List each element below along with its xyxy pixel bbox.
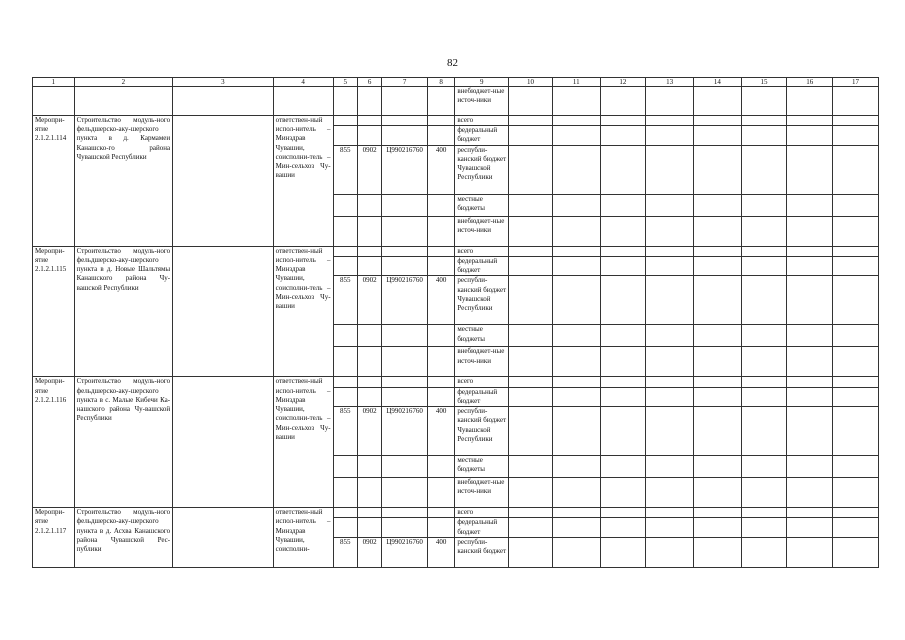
funding-source: республи-канский бюджет Чувашской Республики xyxy=(455,145,509,194)
empty-cell xyxy=(787,256,833,275)
empty-cell xyxy=(646,478,694,508)
csr-code xyxy=(382,387,428,406)
empty-cell xyxy=(693,377,741,387)
empty-cell xyxy=(833,508,879,518)
empty-cell xyxy=(787,407,833,456)
empty-cell xyxy=(600,456,646,478)
empty-cell xyxy=(741,246,787,256)
empty-cell xyxy=(787,126,833,145)
page-number: 82 xyxy=(447,57,458,69)
empty-cell xyxy=(509,508,553,518)
executor: ответствен-ный испол-нитель – Минздрав Чувашии, соисполни- xyxy=(273,508,333,568)
vr-code xyxy=(427,216,454,246)
vr-code xyxy=(427,456,454,478)
empty-cell xyxy=(552,407,600,456)
empty-cell xyxy=(833,246,879,256)
measure-title: Строительство модуль-ного фельдшерско-аку-шерского пункта в д. Асхва Канашского района Чувашской Рес-публики xyxy=(74,508,173,568)
empty-cell xyxy=(646,87,694,116)
empty-cell xyxy=(833,377,879,387)
empty-cell xyxy=(509,537,553,567)
rzpr-code xyxy=(357,508,381,518)
empty-cell xyxy=(741,87,787,116)
empty-cell xyxy=(833,347,879,377)
csr-code xyxy=(382,377,428,387)
empty-cell xyxy=(552,387,600,406)
column-number: 12 xyxy=(600,78,646,87)
empty-cell xyxy=(600,246,646,256)
grbs-code: 855 xyxy=(333,276,357,325)
empty-cell xyxy=(509,377,553,387)
empty-cell xyxy=(693,347,741,377)
empty-cell xyxy=(833,116,879,126)
empty-cell xyxy=(787,518,833,537)
empty-cell xyxy=(173,116,274,247)
empty-cell xyxy=(741,256,787,275)
csr-code xyxy=(382,116,428,126)
empty-cell xyxy=(646,387,694,406)
empty-cell xyxy=(600,347,646,377)
empty-cell xyxy=(741,537,787,567)
empty-cell xyxy=(741,116,787,126)
column-number: 8 xyxy=(427,78,454,87)
vr-code xyxy=(427,116,454,126)
empty-cell xyxy=(600,116,646,126)
header-row xyxy=(33,78,879,87)
measure-id: Меропри-ятие 2.1.2.1.115 xyxy=(33,246,75,377)
empty-cell xyxy=(646,407,694,456)
empty-cell xyxy=(509,246,553,256)
program-table xyxy=(32,77,879,568)
empty-cell xyxy=(646,126,694,145)
grbs-code xyxy=(333,347,357,377)
rzpr-code xyxy=(357,456,381,478)
funding-source: местные бюджеты xyxy=(455,456,509,478)
column-number: 15 xyxy=(741,78,787,87)
empty-cell xyxy=(509,216,553,246)
column-number: 17 xyxy=(833,78,879,87)
csr-code xyxy=(382,246,428,256)
funding-source: всего xyxy=(455,377,509,387)
empty-cell xyxy=(509,87,553,116)
empty-cell xyxy=(693,276,741,325)
rzpr-code xyxy=(357,518,381,537)
empty-cell xyxy=(509,325,553,347)
empty-cell xyxy=(833,478,879,508)
empty-cell xyxy=(787,478,833,508)
empty-cell xyxy=(600,387,646,406)
rzpr-code xyxy=(357,387,381,406)
empty-cell xyxy=(787,276,833,325)
empty-cell xyxy=(333,87,357,116)
empty-cell xyxy=(74,87,173,116)
empty-cell xyxy=(600,508,646,518)
rzpr-code xyxy=(357,256,381,275)
empty-cell xyxy=(173,87,274,116)
rzpr-code: 0902 xyxy=(357,145,381,194)
csr-code xyxy=(382,256,428,275)
funding-source: федеральный бюджет xyxy=(455,387,509,406)
empty-cell xyxy=(509,456,553,478)
empty-cell xyxy=(787,194,833,216)
funding-source: федеральный бюджет xyxy=(455,126,509,145)
empty-cell xyxy=(382,87,428,116)
csr-code xyxy=(382,347,428,377)
empty-cell xyxy=(741,407,787,456)
empty-cell xyxy=(552,126,600,145)
rzpr-code: 0902 xyxy=(357,407,381,456)
empty-cell xyxy=(693,518,741,537)
csr-code xyxy=(382,216,428,246)
grbs-code xyxy=(333,116,357,126)
empty-cell xyxy=(833,87,879,116)
empty-cell xyxy=(552,194,600,216)
csr-code xyxy=(382,478,428,508)
empty-cell xyxy=(552,116,600,126)
empty-cell xyxy=(33,87,75,116)
column-number: 3 xyxy=(173,78,274,87)
empty-cell xyxy=(741,126,787,145)
empty-cell xyxy=(600,276,646,325)
empty-cell xyxy=(646,347,694,377)
empty-cell xyxy=(693,387,741,406)
empty-cell xyxy=(741,325,787,347)
empty-cell xyxy=(787,387,833,406)
grbs-code xyxy=(333,478,357,508)
empty-cell xyxy=(787,456,833,478)
empty-cell xyxy=(787,537,833,567)
empty-cell xyxy=(600,325,646,347)
empty-cell xyxy=(646,145,694,194)
empty-cell xyxy=(833,407,879,456)
empty-cell xyxy=(693,456,741,478)
empty-cell xyxy=(833,325,879,347)
grbs-code: 855 xyxy=(333,145,357,194)
csr-code: Ц990216760 xyxy=(382,407,428,456)
empty-cell xyxy=(833,256,879,275)
empty-cell xyxy=(833,194,879,216)
executor: ответствен-ный испол-нитель – Минздрав Чувашии, соисполни-тель – Мин-сельхоз Чу-вашии xyxy=(273,116,333,247)
column-number: 6 xyxy=(357,78,381,87)
rzpr-code xyxy=(357,377,381,387)
empty-cell xyxy=(833,276,879,325)
empty-cell xyxy=(552,518,600,537)
measure-title: Строительство модуль-ного фельдшерско-аку-шерского пункта в д. Новые Шальтямы Канашского района Чу-вашской Республики xyxy=(74,246,173,377)
empty-cell xyxy=(600,126,646,145)
funding-source: всего xyxy=(455,116,509,126)
empty-cell xyxy=(741,508,787,518)
vr-code: 400 xyxy=(427,537,454,567)
empty-cell xyxy=(787,87,833,116)
empty-cell xyxy=(646,377,694,387)
empty-cell xyxy=(833,126,879,145)
grbs-code xyxy=(333,216,357,246)
rzpr-code xyxy=(357,478,381,508)
empty-cell xyxy=(833,387,879,406)
measure-row xyxy=(33,377,879,387)
empty-cell xyxy=(741,194,787,216)
grbs-code xyxy=(333,508,357,518)
column-number: 2 xyxy=(74,78,173,87)
rzpr-code xyxy=(357,325,381,347)
empty-cell xyxy=(787,377,833,387)
csr-code: Ц990216760 xyxy=(382,145,428,194)
empty-cell xyxy=(509,256,553,275)
empty-cell xyxy=(646,256,694,275)
empty-cell xyxy=(600,145,646,194)
empty-cell xyxy=(173,246,274,377)
rzpr-code: 0902 xyxy=(357,276,381,325)
funding-source: федеральный бюджет xyxy=(455,256,509,275)
empty-cell xyxy=(693,246,741,256)
empty-cell xyxy=(600,407,646,456)
measure-row xyxy=(33,116,879,126)
empty-cell xyxy=(787,216,833,246)
column-number: 1 xyxy=(33,78,75,87)
empty-cell xyxy=(600,87,646,116)
empty-cell xyxy=(509,126,553,145)
empty-cell xyxy=(552,537,600,567)
measure-title: Строительство модуль-ного фельдшерско-аку-шерского пункта в с. Малые Кибечи Ка-нашского района Чу-вашской Республики xyxy=(74,377,173,508)
vr-code xyxy=(427,256,454,275)
rzpr-code xyxy=(357,216,381,246)
empty-cell xyxy=(600,256,646,275)
empty-cell xyxy=(787,145,833,194)
vr-code xyxy=(427,126,454,145)
empty-cell xyxy=(509,276,553,325)
empty-cell xyxy=(600,537,646,567)
empty-cell xyxy=(646,116,694,126)
vr-code xyxy=(427,377,454,387)
grbs-code xyxy=(333,456,357,478)
funding-source: местные бюджеты xyxy=(455,194,509,216)
empty-cell xyxy=(646,276,694,325)
grbs-code xyxy=(333,256,357,275)
rzpr-code xyxy=(357,116,381,126)
empty-cell xyxy=(693,256,741,275)
column-number: 14 xyxy=(693,78,741,87)
empty-cell xyxy=(509,478,553,508)
column-number: 7 xyxy=(382,78,428,87)
empty-cell xyxy=(509,194,553,216)
empty-cell xyxy=(552,347,600,377)
empty-cell xyxy=(741,145,787,194)
empty-cell xyxy=(693,194,741,216)
vr-code xyxy=(427,325,454,347)
empty-cell xyxy=(552,87,600,116)
column-number: 16 xyxy=(787,78,833,87)
funding-source: внебюджет-ные источ-ники xyxy=(455,347,509,377)
empty-cell xyxy=(693,145,741,194)
measure-row xyxy=(33,246,879,256)
funding-source: республи-канский бюджет Чувашской Республики xyxy=(455,407,509,456)
empty-cell xyxy=(833,145,879,194)
empty-cell xyxy=(741,377,787,387)
rzpr-code xyxy=(357,347,381,377)
empty-cell xyxy=(741,347,787,377)
grbs-code xyxy=(333,377,357,387)
empty-cell xyxy=(509,145,553,194)
grbs-code: 855 xyxy=(333,537,357,567)
grbs-code xyxy=(333,194,357,216)
measure-id: Меропри-ятие 2.1.2.1.116 xyxy=(33,377,75,508)
empty-cell xyxy=(427,87,454,116)
empty-cell xyxy=(741,478,787,508)
empty-cell xyxy=(552,276,600,325)
empty-cell xyxy=(833,216,879,246)
empty-cell xyxy=(693,478,741,508)
csr-code xyxy=(382,126,428,145)
grbs-code xyxy=(333,325,357,347)
empty-cell xyxy=(787,116,833,126)
funding-source: всего xyxy=(455,246,509,256)
empty-cell xyxy=(646,456,694,478)
vr-code xyxy=(427,347,454,377)
empty-cell xyxy=(833,537,879,567)
csr-code xyxy=(382,325,428,347)
empty-cell xyxy=(787,246,833,256)
empty-cell xyxy=(741,276,787,325)
column-number: 11 xyxy=(552,78,600,87)
column-number: 4 xyxy=(273,78,333,87)
empty-cell xyxy=(552,256,600,275)
empty-cell xyxy=(552,508,600,518)
empty-cell xyxy=(552,145,600,194)
empty-cell xyxy=(693,216,741,246)
measure-id: Меропри-ятие 2.1.2.1.114 xyxy=(33,116,75,247)
funding-source: местные бюджеты xyxy=(455,325,509,347)
rzpr-code xyxy=(357,126,381,145)
funding-source: всего xyxy=(455,508,509,518)
empty-cell xyxy=(600,194,646,216)
column-number: 9 xyxy=(455,78,509,87)
funding-source: федеральный бюджет xyxy=(455,518,509,537)
empty-cell xyxy=(693,325,741,347)
funding-source: внебюджет-ные источ-ники xyxy=(455,216,509,246)
rzpr-code xyxy=(357,246,381,256)
executor: ответствен-ный испол-нитель – Минздрав Чувашии, соисполни-тель – Мин-сельхоз Чу-вашии xyxy=(273,377,333,508)
funding-source: внебюджет-ные источ-ники xyxy=(455,478,509,508)
empty-cell xyxy=(600,478,646,508)
vr-code xyxy=(427,387,454,406)
grbs-code xyxy=(333,518,357,537)
empty-cell xyxy=(741,387,787,406)
csr-code xyxy=(382,194,428,216)
measure-id: Меропри-ятие 2.1.2.1.117 xyxy=(33,508,75,568)
vr-code: 400 xyxy=(427,276,454,325)
empty-cell xyxy=(173,508,274,568)
funding-source: внебюджет-ные источ-ники xyxy=(455,87,509,116)
rzpr-code: 0902 xyxy=(357,537,381,567)
empty-cell xyxy=(787,347,833,377)
rzpr-code xyxy=(357,194,381,216)
csr-code: Ц990216760 xyxy=(382,537,428,567)
empty-cell xyxy=(509,347,553,377)
empty-cell xyxy=(646,325,694,347)
funding-source: республи-канский бюджет xyxy=(455,537,509,567)
vr-code xyxy=(427,478,454,508)
csr-code: Ц990216760 xyxy=(382,276,428,325)
vr-code xyxy=(427,518,454,537)
grbs-code xyxy=(333,126,357,145)
empty-cell xyxy=(600,377,646,387)
empty-cell xyxy=(787,325,833,347)
vr-code xyxy=(427,246,454,256)
empty-cell xyxy=(509,518,553,537)
empty-cell xyxy=(646,508,694,518)
continuation-row xyxy=(33,87,879,116)
empty-cell xyxy=(646,537,694,567)
measure-title: Строительство модуль-ного фельдшерско-аку-шерского пункта в д. Кармамеи Канашско-го района Чувашской Республики xyxy=(74,116,173,247)
empty-cell xyxy=(693,116,741,126)
column-number: 5 xyxy=(333,78,357,87)
empty-cell xyxy=(646,194,694,216)
empty-cell xyxy=(693,407,741,456)
empty-cell xyxy=(693,126,741,145)
column-number: 10 xyxy=(509,78,553,87)
empty-cell xyxy=(741,518,787,537)
empty-cell xyxy=(552,246,600,256)
empty-cell xyxy=(693,508,741,518)
vr-code xyxy=(427,194,454,216)
empty-cell xyxy=(833,456,879,478)
grbs-code xyxy=(333,387,357,406)
empty-cell xyxy=(173,377,274,508)
empty-cell xyxy=(552,456,600,478)
empty-cell xyxy=(273,87,333,116)
empty-cell xyxy=(741,216,787,246)
grbs-code xyxy=(333,246,357,256)
empty-cell xyxy=(646,216,694,246)
csr-code xyxy=(382,518,428,537)
column-number: 13 xyxy=(646,78,694,87)
empty-cell xyxy=(600,216,646,246)
empty-cell xyxy=(552,216,600,246)
empty-cell xyxy=(787,508,833,518)
empty-cell xyxy=(552,478,600,508)
empty-cell xyxy=(741,456,787,478)
empty-cell xyxy=(693,87,741,116)
vr-code: 400 xyxy=(427,407,454,456)
empty-cell xyxy=(552,377,600,387)
vr-code xyxy=(427,508,454,518)
empty-cell xyxy=(833,518,879,537)
vr-code: 400 xyxy=(427,145,454,194)
empty-cell xyxy=(646,246,694,256)
measure-row xyxy=(33,508,879,518)
empty-cell xyxy=(600,518,646,537)
csr-code xyxy=(382,456,428,478)
empty-cell xyxy=(509,387,553,406)
empty-cell xyxy=(509,116,553,126)
grbs-code: 855 xyxy=(333,407,357,456)
empty-cell xyxy=(357,87,381,116)
funding-source: республи-канский бюджет Чувашской Республики xyxy=(455,276,509,325)
empty-cell xyxy=(693,537,741,567)
empty-cell xyxy=(552,325,600,347)
executor: ответствен-ный испол-нитель – Минздрав Чувашии, соисполни-тель – Мин-сельхоз Чу-вашии xyxy=(273,246,333,377)
empty-cell xyxy=(646,518,694,537)
csr-code xyxy=(382,508,428,518)
empty-cell xyxy=(509,407,553,456)
